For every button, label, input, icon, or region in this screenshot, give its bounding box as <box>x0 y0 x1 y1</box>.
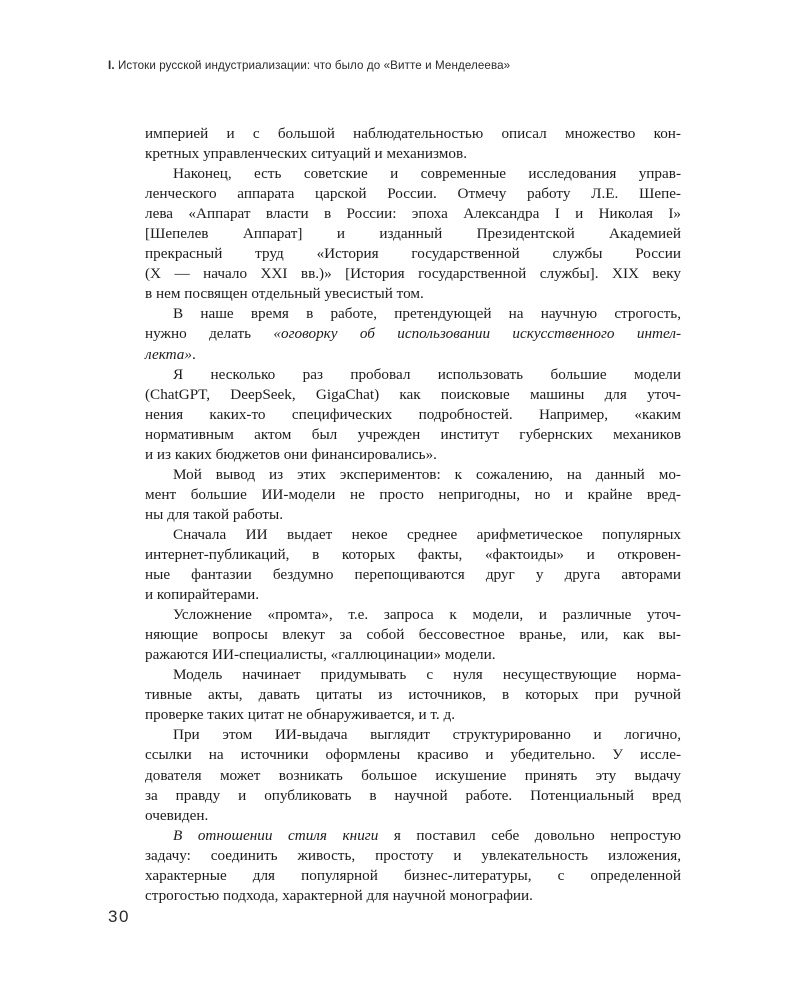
line-text: мент большие ИИ-модели не просто непригодны, но и крайне вред- <box>145 485 681 503</box>
text-line <box>145 545 681 565</box>
page-number: 30 <box>108 907 130 926</box>
line-text: (X — начало XXI вв.)» [История государственной службы]. XIX веку <box>145 265 681 283</box>
line-text: Мой вывод из этих экспериментов: к сожалению, на данный мо- <box>173 465 681 483</box>
line-text: тивные акты, давать цитаты из источников, в которых при ручной <box>145 686 681 704</box>
text-line <box>145 264 681 284</box>
text-line <box>145 826 681 846</box>
italic-text: «оговорку об использовании искусственного интел- <box>273 325 682 343</box>
running-head <box>108 59 510 72</box>
text-line <box>145 605 681 625</box>
line-text: ражаются ИИ-специалисты, «галлюцинации» модели. <box>145 646 496 664</box>
line-text: няющие вопросы влекут за собой бессовестное вранье, или, как вы- <box>145 626 681 644</box>
text-line <box>145 585 681 605</box>
body-text <box>145 124 681 906</box>
line-text: нужно делать <box>145 325 274 343</box>
text-line <box>145 244 681 264</box>
line-text: При этом ИИ-выдача выглядит структурированно и логично, <box>173 726 681 744</box>
line-text: ленческого аппарата царской России. Отмечу работу Л.Е. Шепе- <box>145 185 681 203</box>
text-line <box>145 425 681 445</box>
text-line <box>145 144 681 164</box>
line-text: [Шепелев Аппарат] и изданный Президентской Академией <box>145 225 681 243</box>
text-line <box>145 204 681 224</box>
text-line <box>145 184 681 204</box>
text-line <box>145 665 681 685</box>
text-line <box>145 846 681 866</box>
text-line <box>145 786 681 806</box>
text-line <box>145 505 681 525</box>
text-line <box>145 224 681 244</box>
text-line <box>145 725 681 745</box>
line-text: ссылки на источники оформлены красиво и убедительно. У иссле- <box>145 746 681 764</box>
text-line <box>145 485 681 505</box>
line-text: очевиден. <box>145 806 209 824</box>
line-text: прекрасный труд «История государственной службы России <box>145 245 681 263</box>
text-line <box>145 365 681 385</box>
line-text: Сначала ИИ выдает некое среднее арифметическое популярных <box>173 525 681 543</box>
line-text: Модель начинает придумывать с нуля несуществующие норма- <box>173 666 681 684</box>
line-text: за правду и опубликовать в научной работе. Потенциальный вред <box>145 786 681 804</box>
line-text: и копирайтерами. <box>145 586 260 604</box>
text-line <box>145 445 681 465</box>
text-line <box>145 866 681 886</box>
line-text: лева «Аппарат власти в России: эпоха Александра I и Николая I» <box>145 205 681 223</box>
line-text: задачу: соединить живость, простоту и увлекательность изложения, <box>145 846 681 864</box>
line-text: Я несколько раз пробовал использовать большие модели <box>173 365 681 383</box>
line-text: дователя может возникать большое искушение принять эту выдачу <box>145 766 681 784</box>
line-text: нормативным актом был учрежден институт губернских механиков <box>145 425 681 443</box>
text-line <box>145 385 681 405</box>
text-line <box>145 465 681 485</box>
line-text: кретных управленческих ситуаций и механизмов. <box>145 145 467 163</box>
text-line <box>145 124 681 144</box>
text-line <box>145 705 681 725</box>
italic-text: В отношении стиля книги <box>173 826 379 844</box>
line-text-after: я поставил себе довольно непростую <box>378 826 681 844</box>
text-line <box>145 164 681 184</box>
line-text: ны для такой работы. <box>145 505 283 523</box>
line-text: интернет-публикаций, в которых факты, «фактоиды» и откровен- <box>145 545 681 563</box>
text-line <box>145 565 681 585</box>
text-line <box>145 886 681 906</box>
text-line <box>145 645 681 665</box>
line-text: империей и с большой наблюдательностью описал множество кон- <box>145 125 681 142</box>
text-line <box>145 405 681 425</box>
text-line <box>145 685 681 705</box>
line-text: нения каких-то специфических подробностей. Например, «каким <box>145 405 681 423</box>
line-text: В наше время в работе, претендующей на научную строгость, <box>173 305 681 323</box>
text-line <box>145 766 681 786</box>
line-text: и из каких бюджетов они финансировались». <box>145 445 437 463</box>
line-text: (ChatGPT, DeepSeek, GigaChat) как поисковые машины для уточ- <box>145 385 681 403</box>
line-text: характерные для популярной бизнес-литературы, с определенной <box>145 866 681 884</box>
text-line <box>145 345 681 365</box>
line-text: строгостью подхода, характерной для научной монографии. <box>145 886 533 904</box>
line-text: Наконец, есть советские и современные исследования управ- <box>173 165 681 183</box>
line-text: Усложнение «промта», т.е. запроса к модели, и различные уточ- <box>173 606 681 624</box>
italic-text: лекта» <box>145 345 192 363</box>
chapter-title: Истоки русской индустриализации: что было до «Витте и Менделеева» <box>117 59 511 72</box>
line-text: проверке таких цитат не обнаруживается, и т. д. <box>145 706 455 724</box>
text-line <box>145 324 681 344</box>
line-text: ные фантазии бездумно перепощиваются друг у друга авторами <box>145 566 681 584</box>
chapter-number: I. <box>108 59 115 72</box>
text-line <box>145 625 681 645</box>
line-text: в нем посвящен отдельный увесистый том. <box>145 285 424 303</box>
text-line <box>145 745 681 765</box>
text-line <box>145 284 681 304</box>
text-line <box>145 525 681 545</box>
line-text-after: . <box>192 345 196 363</box>
text-line <box>145 304 681 324</box>
text-line <box>145 806 681 826</box>
